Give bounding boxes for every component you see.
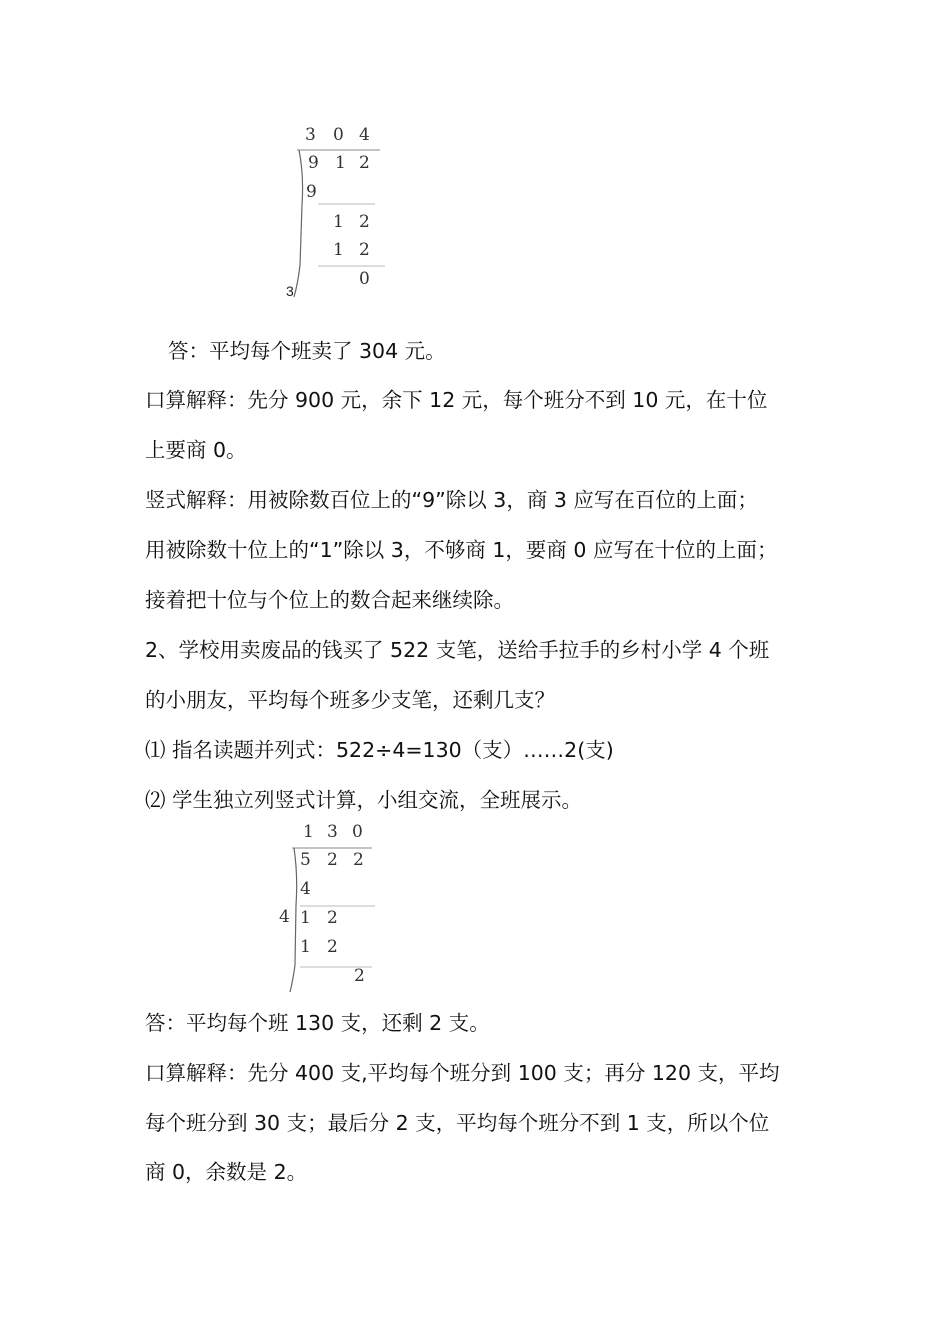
oral-explanation-1-cont: 上要商 0。: [145, 438, 247, 462]
quotient-digit: 0: [333, 125, 344, 145]
quotient-digit: 0: [352, 822, 363, 842]
step-digit: 2: [359, 212, 370, 232]
quotient-digit: 4: [359, 125, 370, 145]
oral-explanation-2: 口算解释：先分 400 支,平均每个班分到 100 支；再分 120 支，平均: [145, 1061, 780, 1085]
dividend-digit: 9: [308, 153, 319, 173]
quotient-digit: 3: [305, 125, 316, 145]
question-2: 2、学校用卖废品的钱买了 522 支笔，送给手拉手的乡村小学 4 个班: [145, 638, 770, 662]
vertical-explanation: 竖式解释：用被除数百位上的“9”除以 3，商 3 应写在百位的上面；: [145, 488, 758, 512]
dividend-digit: 1: [335, 153, 346, 173]
oral-explanation-2-cont: 每个班分到 30 支；最后分 2 支，平均每个班分不到 1 支，所以个位: [145, 1111, 770, 1135]
step-digit: 4: [300, 879, 311, 899]
question-2-cont: 的小朋友，平均每个班多少支笔，还剩几支？: [145, 688, 555, 712]
answer-2: 答：平均每个班 130 支，还剩 2 支。: [145, 1011, 490, 1035]
step-b: ⑵ 学生独立列竖式计算，小组交流，全班展示。: [145, 788, 583, 812]
quotient-digit: 1: [303, 822, 314, 842]
oral-explanation-1: 口算解释：先分 900 元，余下 12 元，每个班分不到 10 元，在十位: [145, 388, 768, 412]
step-digit: 2: [327, 908, 338, 928]
step-digit: 2: [327, 937, 338, 957]
oral-explanation-2-cont: 商 0，余数是 2。: [145, 1160, 308, 1184]
vertical-explanation-cont: 接着把十位与个位上的数合起来继续除。: [145, 588, 514, 612]
step-a: ⑴ 指名读题并列式：522÷4=130（支）……2(支): [145, 738, 614, 762]
dividend-digit: 2: [359, 153, 370, 173]
answer-1: 答：平均每个班卖了 304 元。: [168, 339, 446, 363]
step-digit: 1: [333, 212, 344, 232]
divisor: 3: [286, 283, 294, 299]
step-digit: 2: [359, 240, 370, 260]
dividend-digit: 5: [300, 850, 311, 870]
step-digit: 9: [306, 182, 317, 202]
remainder-digit: 0: [359, 269, 370, 289]
step-digit: 1: [300, 908, 311, 928]
dividend-digit: 2: [353, 850, 364, 870]
dividend-digit: 2: [327, 850, 338, 870]
divisor: 4: [279, 907, 290, 927]
step-digit: 1: [333, 240, 344, 260]
step-digit: 1: [300, 937, 311, 957]
quotient-digit: 3: [327, 822, 338, 842]
remainder-digit: 2: [354, 966, 365, 986]
vertical-explanation-cont: 用被除数十位上的“1”除以 3，不够商 1，要商 0 应写在十位的上面；: [145, 538, 778, 562]
